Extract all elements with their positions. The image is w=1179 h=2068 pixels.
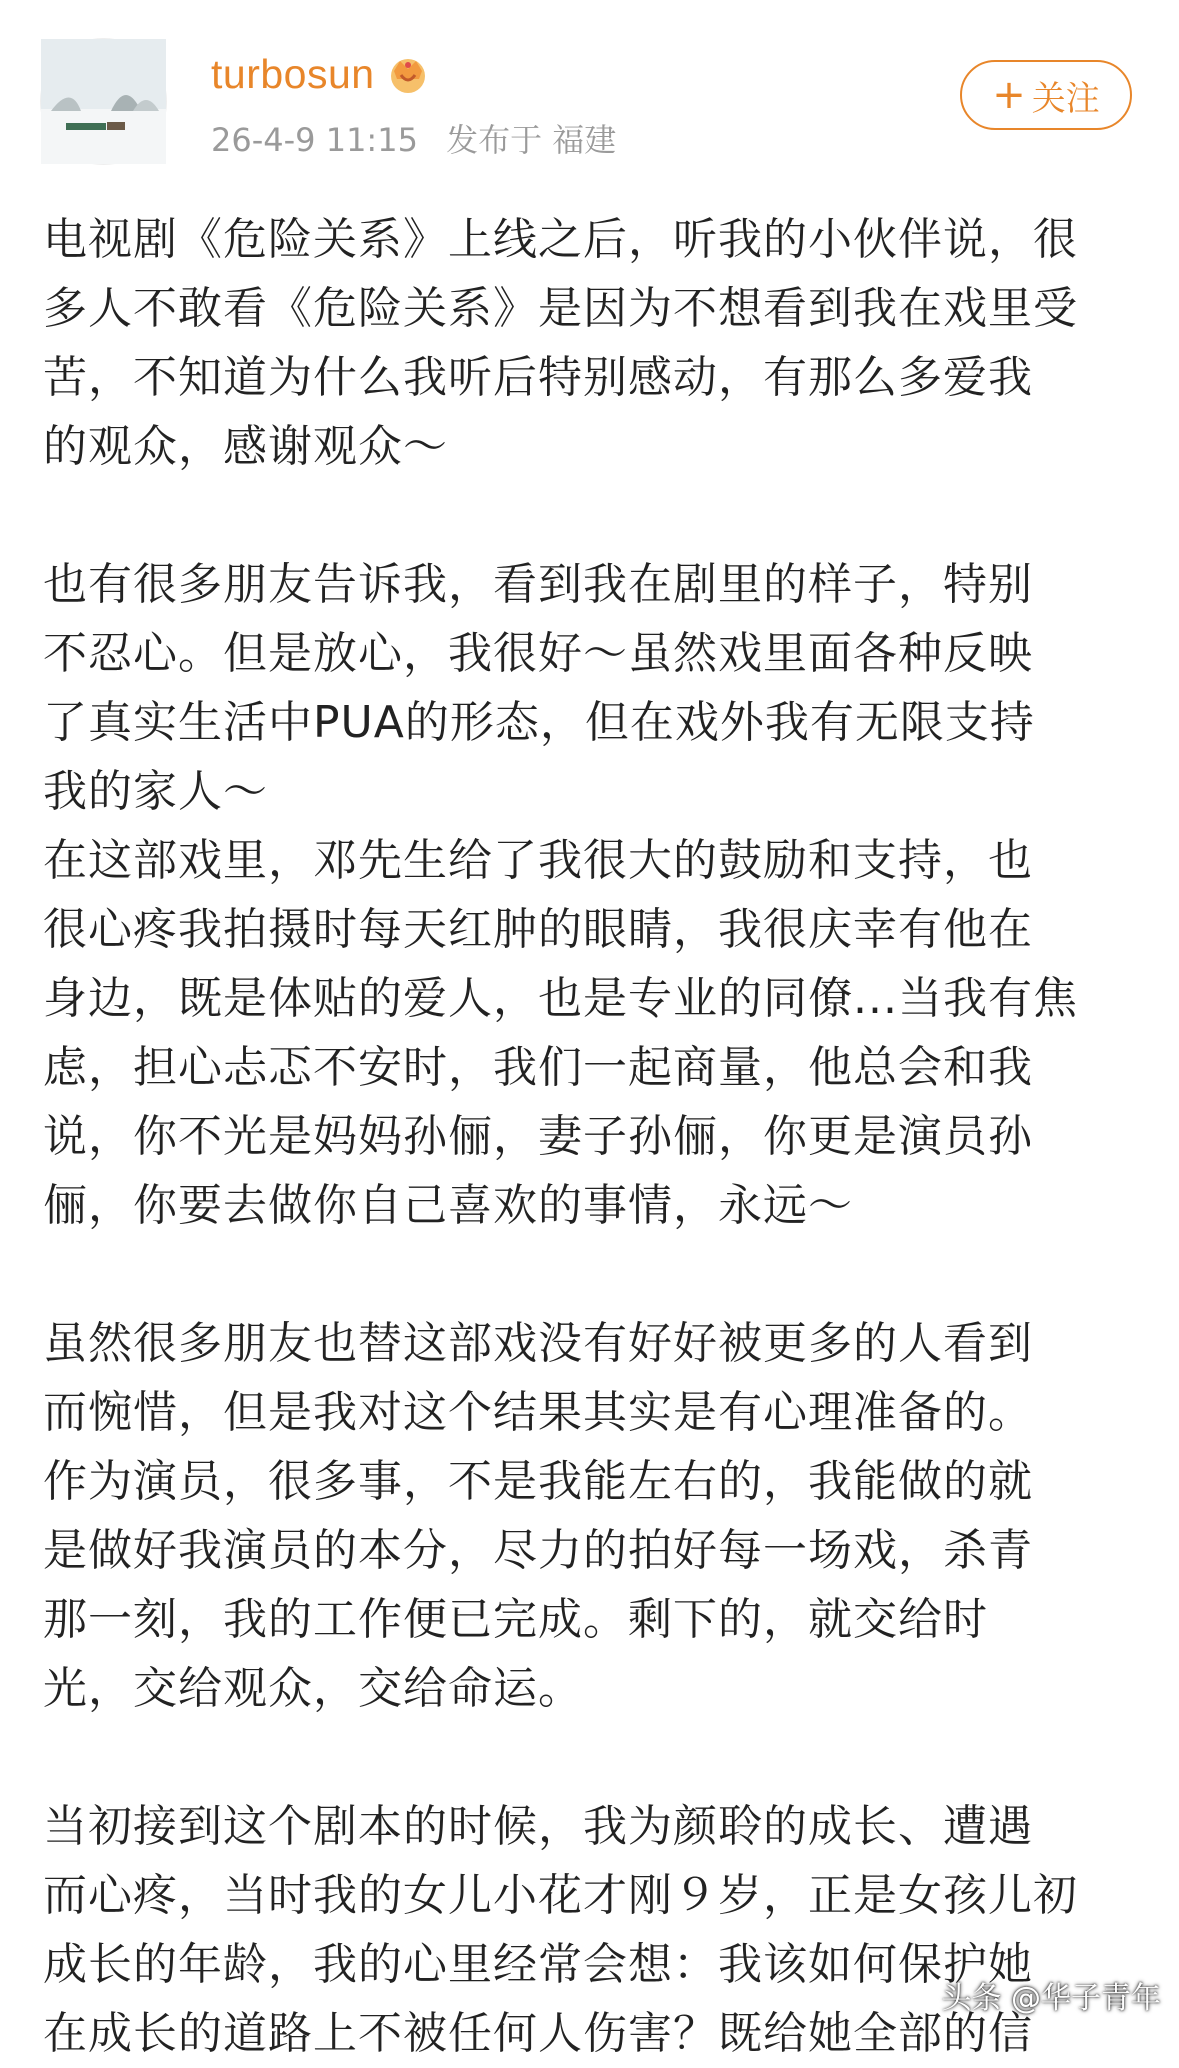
post-text-line: 虽然很多朋友也替这部戏没有好好被更多的人看到 — [43, 1318, 1033, 1369]
post-text-line: 身边，既是体贴的爱人，也是专业的同僚...当我有焦 — [43, 973, 1078, 1024]
post-text-line: 当初接到这个剧本的时候，我为颜聆的成长、遭遇 — [43, 1801, 1033, 1852]
post-text-line: 很心疼我拍摄时每天红肿的眼睛，我很庆幸有他在 — [43, 904, 1033, 955]
post-text-line: 那一刻，我的工作便已完成。剩下的，就交给时 — [43, 1594, 988, 1645]
post-text-line: 光，交给观众，交给命运。 — [43, 1663, 583, 1714]
post-timestamp: 26-4-9 11:15 — [211, 121, 418, 159]
post-text-line: 多人不敢看《危险关系》是因为不想看到我在戏里受 — [43, 283, 1078, 334]
post-meta — [211, 115, 616, 161]
post-text-line: 是做好我演员的本分，尽力的拍好每一场戏，杀青 — [43, 1525, 1033, 1576]
post-text-line: 了真实生活中PUA的形态，但在戏外我有无限支持 — [43, 697, 1035, 748]
post-text-line: 苦，不知道为什么我听后特别感动，有那么多爱我 — [43, 352, 1033, 403]
watermark: 头条 @华子青年 — [941, 1981, 1161, 2016]
paragraph-gap — [43, 1240, 1153, 1309]
crown-icon — [385, 51, 431, 97]
paragraph-gap — [43, 1723, 1153, 1792]
follow-button-label: 关注 — [1031, 78, 1100, 119]
post-header — [0, 0, 1179, 175]
post-text-line: 作为演员，很多事，不是我能左右的，我能做的就 — [43, 1456, 1033, 1507]
post-text-line: 的观众，感谢观众～ — [43, 421, 448, 472]
post-location: 发布于 福建 — [446, 121, 617, 159]
post-text-line: 我的家人～ — [43, 766, 268, 817]
avatar-image — [41, 39, 166, 164]
post-text-line: 说，你不光是妈妈孙俪，妻子孙俪，你更是演员孙 — [43, 1111, 1033, 1162]
plus-icon: + — [992, 72, 1026, 118]
follow-button[interactable] — [960, 60, 1132, 130]
post-body — [43, 205, 1153, 2068]
username-row — [211, 42, 431, 106]
post-text-line: 在成长的道路上不被任何人伤害？既给她全部的信 — [43, 2008, 1033, 2059]
post-text-line: 成长的年龄，我的心里经常会想：我该如何保护她 — [43, 1939, 1033, 1990]
post-text-line: 电视剧《危险关系》上线之后，听我的小伙伴说，很 — [43, 214, 1078, 265]
post-text-line: 而心疼，当时我的女儿小花才刚９岁，正是女孩儿初 — [43, 1870, 1078, 1921]
paragraph-gap — [43, 481, 1153, 550]
post-text-line: 在这部戏里，邓先生给了我很大的鼓励和支持，也 — [43, 835, 1033, 886]
post-text-line: 虑，担心忐忑不安时，我们一起商量，他总会和我 — [43, 1042, 1033, 1093]
post-text-line: 不忍心。但是放心，我很好～虽然戏里面各种反映 — [43, 628, 1033, 679]
post-text-line: 而惋惜，但是我对这个结果其实是有心理准备的。 — [43, 1387, 1033, 1438]
avatar[interactable] — [40, 38, 167, 165]
post-text-line: 也有很多朋友告诉我，看到我在剧里的样子，特别 — [43, 559, 1033, 610]
post-text-line: 俪，你要去做你自己喜欢的事情，永远～ — [43, 1180, 853, 1231]
username[interactable]: turbosun — [211, 50, 375, 97]
